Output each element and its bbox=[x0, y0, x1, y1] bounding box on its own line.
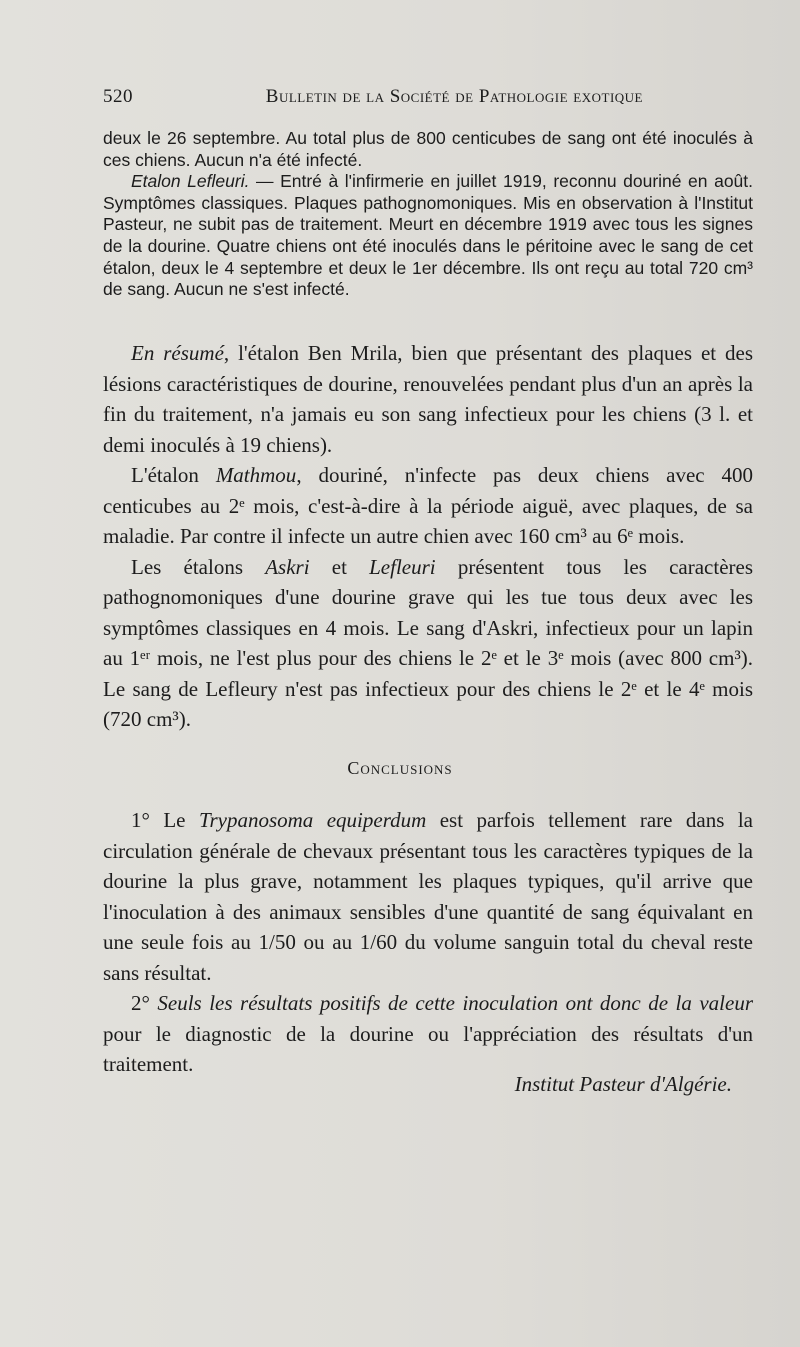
conclusions-block bbox=[103, 805, 753, 1080]
paragraph: deux le 26 septembre. Au total plus de 800 centicubes de sang ont été inoculés à ces chiens. Aucun n'a été infecté. bbox=[103, 128, 753, 170]
italic-emphasis: Seuls les résultats positifs de cette inoculation ont donc de la valeur bbox=[157, 991, 753, 1015]
paragraph-text: Les étalons bbox=[131, 554, 266, 579]
italic-name: Mathmou bbox=[215, 463, 297, 487]
summary-block bbox=[103, 338, 753, 735]
page-header bbox=[103, 86, 643, 108]
italic-lead: En résumé bbox=[131, 341, 224, 365]
paragraph-text: , l'étalon Ben Mrila, bien que présentant des plaques et des lésions caractéristiques de dourine, renouvelées pendant plus d'un an après la fin du traitement, n'a jamais eu son sang infectieux pour les chiens (3 l. et demi inoculés à 19 chiens). bbox=[103, 341, 754, 457]
paragraph bbox=[103, 460, 753, 552]
paragraph bbox=[103, 805, 753, 988]
paragraph-text: est parfois tellement rare dans la circulation générale de chevaux présentant tous les caractères typiques de la dourine la plus grave, notamment les plaques typiques, qu'il arrive que l'inoculation à des animaux sensibles d'une quantité de sang équivalant en une seule fois au 1/50 ou au 1/60 du volume sanguin total du cheval reste sans résultat. bbox=[103, 808, 754, 985]
journal-title: Bulletin de la Société de Pathologie exotique bbox=[265, 86, 643, 107]
paragraph-text: pour le diagnostic de la dourine ou l'appréciation des résultats d'un traitement. bbox=[103, 1021, 753, 1076]
section-heading: Conclusions bbox=[347, 758, 453, 778]
paragraph-text: présentent tous les caractères pathognomoniques d'une dourine grave qui les tue tous deux avec les symptômes classiques en 4 mois. Le sang d'Askri, infectieux pour un lapin au 1ᵉʳ mois, ne l'est plus pour des chiens le 2ᵉ et le 3ᵉ mois (avec 800 cm³). Le sang de Lefleury n'est pas infectieux pour des chiens le 2ᵉ et le 4ᵉ mois (720 cm³). bbox=[103, 554, 753, 731]
paragraph-text: — Entré à l'infirmerie en juillet 1919, reconnu douriné en août. Symptômes classiques. Plaques pathognomoniques. Mis en observation à l'Institut Pasteur, ne subit pas de traitement. Meurt en décembre 1919 avec tous les signes de la dourine. Quatre chiens ont été inoculés dans le péritoine avec le sang de cet étalon, deux le 4 septembre et deux le 1er décembre. Ils ont reçu au total 720 cm³ de sang. Aucun ne s'est infecté. bbox=[103, 171, 754, 300]
paragraph bbox=[103, 338, 753, 460]
paragraph bbox=[103, 552, 753, 735]
page-number: 520 bbox=[103, 86, 133, 107]
paragraph bbox=[103, 988, 753, 1080]
paragraph-text: , douriné, n'infecte pas deux chiens avec 400 centicubes au 2ᵉ mois, c'est-à-dire à la période aiguë, avec plaques, de sa maladie. Par contre il infecte un autre chien avec 160 cm³ au 6ᵉ mois. bbox=[103, 463, 754, 548]
italic-name: Lefleuri bbox=[369, 554, 436, 579]
italic-name: Askri bbox=[265, 554, 310, 579]
signature: Institut Pasteur d'Algérie. bbox=[514, 1072, 732, 1096]
paragraph-text: 1° Le bbox=[131, 808, 199, 832]
small-text-block bbox=[103, 128, 753, 301]
paragraph-text: 2° bbox=[131, 991, 158, 1015]
paragraph bbox=[103, 171, 753, 301]
paragraph-text: et bbox=[309, 554, 370, 579]
italic-name: Etalon Lefleuri. bbox=[131, 171, 250, 192]
italic-term: Trypanosoma equiperdum bbox=[198, 808, 427, 832]
paragraph-text: L'étalon bbox=[131, 463, 216, 487]
